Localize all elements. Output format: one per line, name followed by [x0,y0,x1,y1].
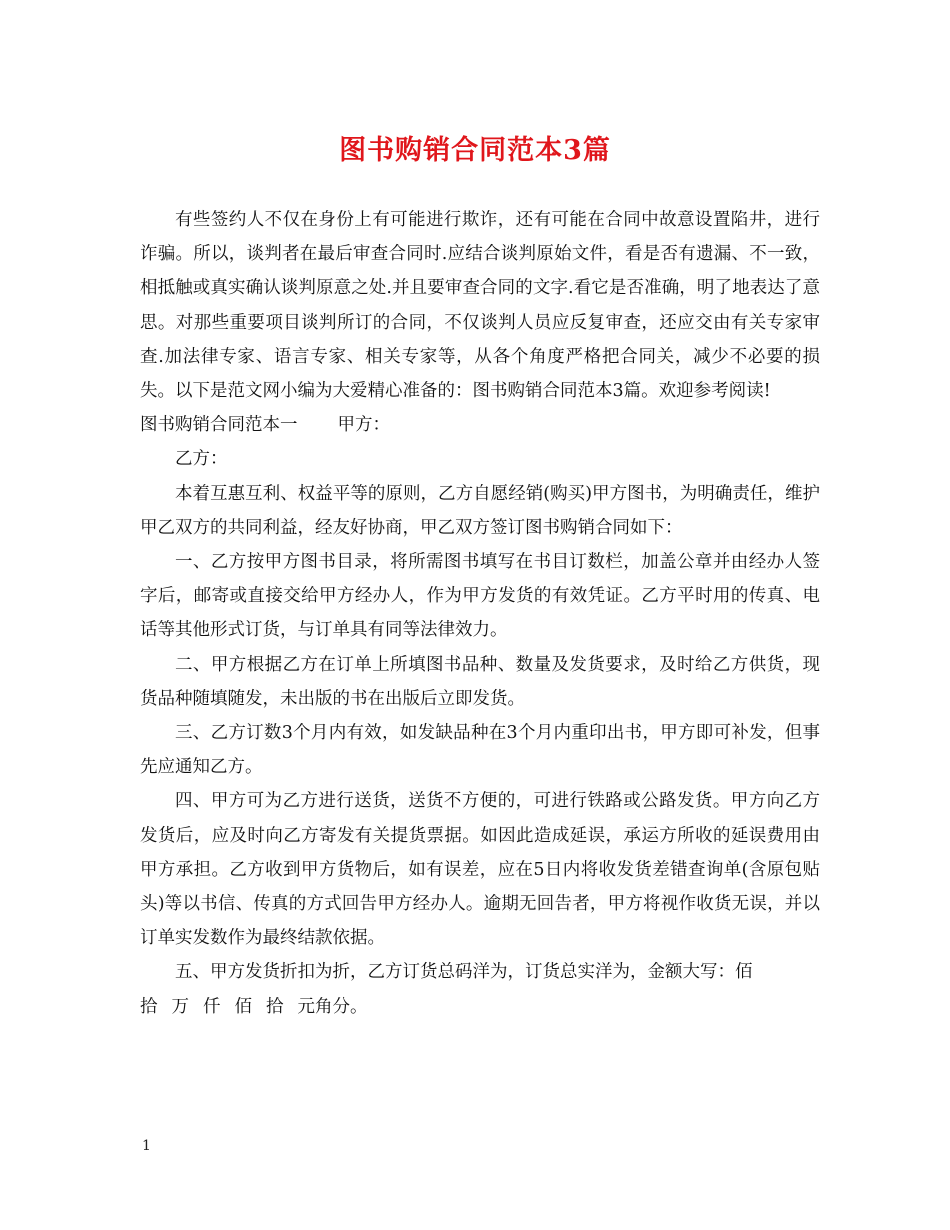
intro-paragraph: 有些签约人不仅在身份上有可能进行欺诈，还有可能在合同中故意设置陷井，进行诈骗。所以，谈判者在最后审查合同时.应结合谈判原始文件，看是否有遗漏、不一致，相抵触或真实确认谈判原意之处.并且要审查合同的文字.看它是否准确，明了地表达了意思。对那些重要项目谈判所订的合同，不仅谈判人员应反复审查，还应交由有关专家审查.加法律专家、语言专家、相关专家等，从各个角度严格把合同关，减少不必要的损失。以下是范文网小编为大爱精心准备的：图书购销合同范本3篇。欢迎参考阅读! [140,210,820,402]
clause-5: 五、甲方发货折扣为折，乙方订货总码洋为，订货总实洋为，金额大写：佰 [175,962,753,983]
document-body [140,203,820,1024]
money-unit: 元角分。 [297,996,368,1017]
clause-3: 三、乙方订数3个月内有效，如发缺品种在3个月内重印出书，甲方即可补发，但事先应通知乙方。 [140,723,820,778]
money-unit: 拾 [140,996,158,1017]
clause-1: 一、乙方按甲方图书目录，将所需图书填写在书目订数栏，加盖公章并由经办人签字后，邮寄或直接交给甲方经办人，作为甲方发货的有效凭证。乙方平时用的传真、电话等其他形式订货，与订单具有同等法律效力。 [140,552,820,641]
page-number: 1 [142,1138,151,1154]
preamble-paragraph: 本着互惠互利、权益平等的原则，乙方自愿经销(购买)甲方图书，为明确责任，维护甲乙双方的共同利益，经友好协商，甲乙双方签订图书购销合同如下： [140,483,820,538]
clause-5-money-units [140,990,820,1024]
money-unit: 佰 [234,996,252,1017]
money-unit: 仟 [203,996,221,1017]
document-title: 图书购销合同范本3篇 [339,135,611,166]
section-heading-row [140,408,820,442]
clause-2: 二、甲方根据乙方在订单上所填图书品种、数量及发货要求，及时给乙方供货，现货品种随填随发，未出版的书在出版后立即发货。 [140,654,820,709]
money-unit: 拾 [266,996,284,1017]
party-a-label: 甲方： [337,415,390,436]
money-unit: 万 [171,996,189,1017]
section-heading: 图书购销合同范本一 [140,415,298,436]
party-b-label: 乙方： [175,449,228,470]
clause-4: 四、甲方可为乙方进行送货，送货不方便的，可进行铁路或公路发货。甲方向乙方发货后，应及时向乙方寄发有关提货票据。如因此造成延误，承运方所收的延误费用由甲方承担。乙方收到甲方货物后，如有误差，应在5日内将收发货差错查询单(含原包贴头)等以书信、传真的方式回告甲方经办人。逾期无回告者，甲方将视作收货无误，并以订单实发数作为最终结款依据。 [140,791,820,949]
